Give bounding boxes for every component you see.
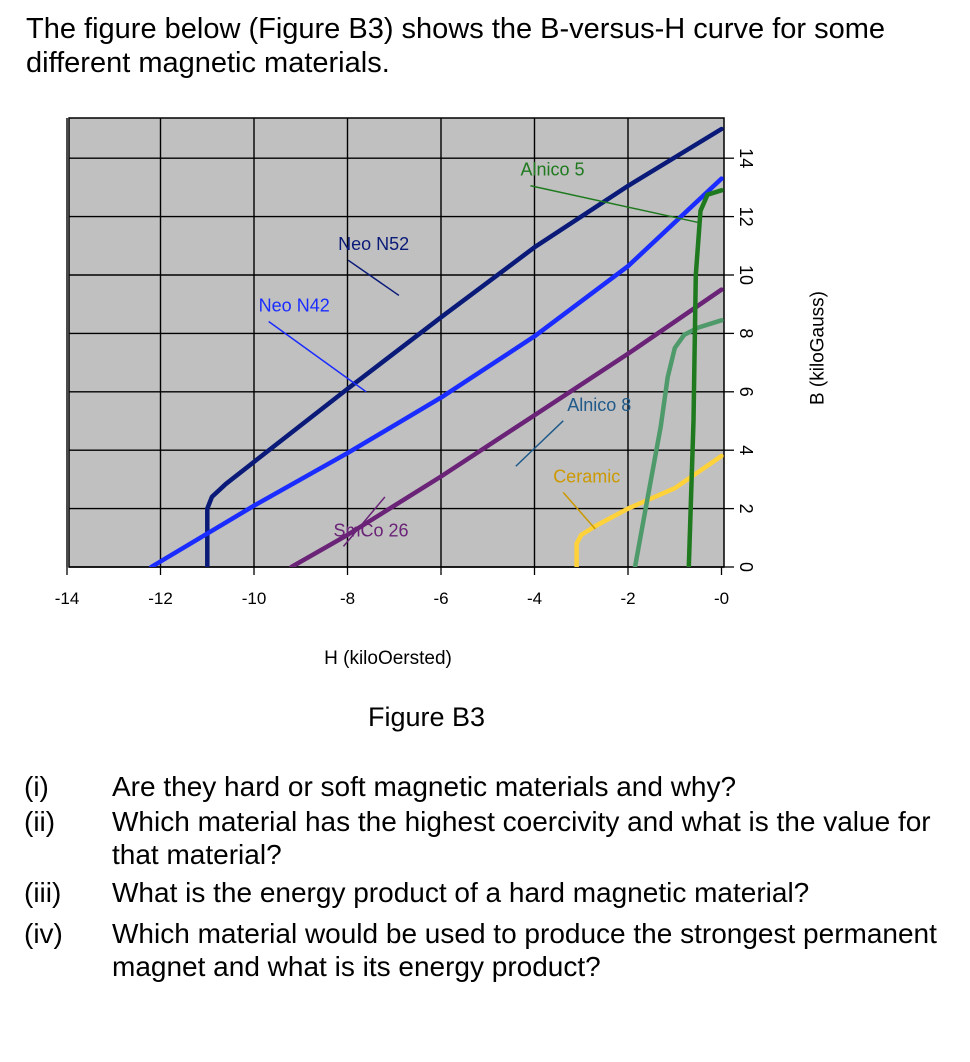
x-tick-label: -0: [713, 589, 730, 608]
y-tick-label: 8: [736, 328, 756, 339]
x-tick-label: -12: [148, 589, 173, 608]
y-tick-label: 12: [736, 206, 756, 227]
y-tick-label: 0: [736, 561, 756, 573]
series-label: Alnico 5: [520, 159, 585, 180]
problem-intro: The figure below (Figure B3) shows the B-versus-H curve for some different magnetic materials.: [26, 13, 886, 79]
figure-caption: Figure B3: [368, 702, 486, 732]
series-label: Alnico 8: [567, 394, 632, 415]
x-tick-label: -14: [54, 589, 80, 608]
question-item: [24, 876, 954, 909]
series-label: Neo N42: [258, 295, 330, 316]
question-number: (iv): [24, 918, 63, 949]
question-number: (ii): [24, 806, 56, 837]
y-axis-title: B (kiloGauss): [807, 290, 829, 406]
series-label: Neo N52: [338, 234, 410, 255]
x-axis-title: H (kiloOersted): [324, 648, 452, 669]
question-number: (iii): [24, 877, 62, 908]
x-tick-label: -6: [433, 589, 449, 608]
question-text: Which material has the highest coercivity and what is the value for that material?: [112, 806, 931, 870]
x-tick-label: -10: [241, 589, 267, 608]
series-label: Ceramic: [553, 466, 621, 487]
question-text: Which material would be used to produce the strongest permanent magnet and what is its energy product?: [112, 918, 937, 982]
y-tick-label: 6: [736, 386, 756, 397]
question-text: What is the energy product of a hard magnetic material?: [112, 877, 810, 908]
question-list: [24, 770, 954, 983]
question-item: [24, 805, 954, 871]
question-item: [24, 917, 954, 983]
x-tick-label: -2: [620, 589, 636, 608]
question-item: [24, 770, 954, 803]
y-tick-label: 14: [736, 148, 756, 169]
x-tick-label: -4: [526, 589, 543, 608]
y-tick-label: 2: [736, 503, 756, 514]
question-text: Are they hard or soft magnetic materials and why?: [112, 771, 737, 802]
question-number: (i): [24, 771, 49, 802]
series-label: SmCo 26: [333, 520, 409, 541]
y-tick-label: 10: [736, 264, 756, 286]
y-tick-label: 4: [736, 445, 756, 456]
x-tick-label: -8: [339, 589, 356, 608]
